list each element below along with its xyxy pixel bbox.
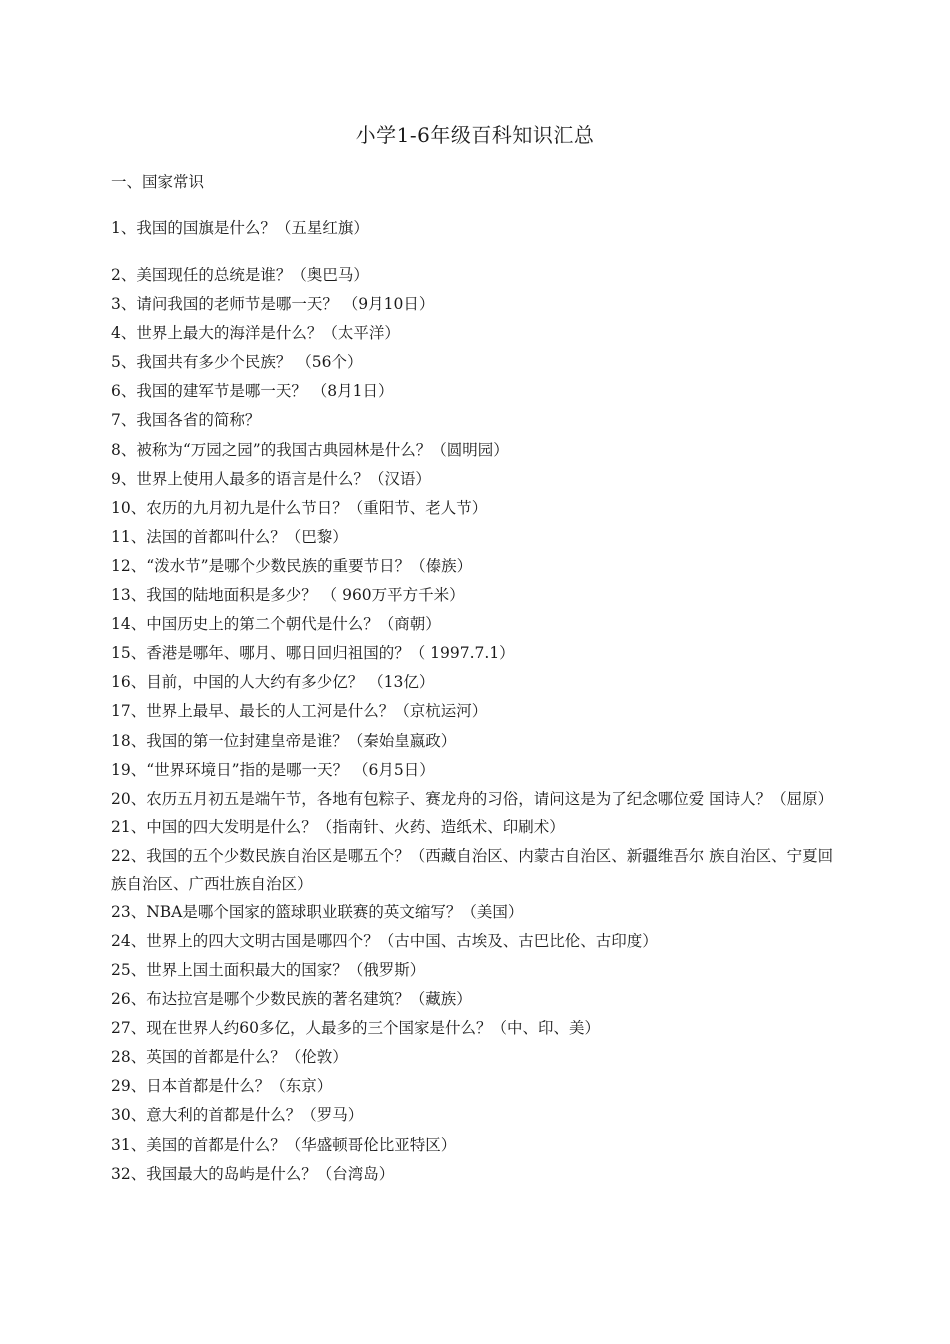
question-list (111, 261, 846, 1189)
question-item: 12、“泼水节”是哪个少数民族的重要节日？（傣族） (111, 556, 473, 575)
question-item: 21、中国的四大发明是什么？（指南针、火药、造纸术、印刷术） (111, 817, 565, 836)
question-item: 26、布达拉宫是哪个少数民族的著名建筑？（藏族） (111, 990, 472, 1009)
question-item: 6、我国的建军节是哪一天？ （8月1日） (111, 382, 394, 401)
question-item: 4、世界上最大的海洋是什么？（太平洋） (111, 324, 400, 343)
question-item: 27、现在世界人约60多亿，人最多的三个国家是什么？（中、印、美） (111, 1019, 600, 1038)
question-item: 28、英国的首都是什么？（伦敦） (111, 1048, 348, 1067)
question-item: 31、美国的首都是什么？（华盛顿哥伦比亚特区） (111, 1135, 457, 1154)
question-item: 9、世界上使用人最多的语言是什么？（汉语） (111, 469, 431, 488)
question-item: 15、香港是哪年、哪月、哪日回归祖国的？（ 1997.7.1） (111, 644, 515, 663)
question-item: 29、日本首都是什么？（东京） (111, 1077, 333, 1096)
question-item: 25、世界上国土面积最大的国家？（俄罗斯） (111, 960, 426, 979)
question-item: 8、被称为“万园之园”的我国古典园林是什么？（圆明园） (111, 440, 509, 459)
question-item: 5、我国共有多少个民族？ （56个） (111, 353, 363, 372)
question-item: 1、我国的国旗是什么？（五星红旗） (111, 219, 369, 237)
question-item: 30、意大利的首都是什么？（罗马） (111, 1106, 364, 1125)
question-item: 17、世界上最早、最长的人工河是什么？（京杭运河） (111, 702, 488, 721)
question-item: 22、我国的五个少数民族自治区是哪五个？（西藏自治区、内蒙古自治区、新疆维吾尔 族自治区、宁夏回族自治区、广西壮族自治区） (111, 846, 834, 893)
document-title: 小学1-6年级百科知识汇总 (355, 123, 595, 147)
question-item: 3、请问我国的老师节是哪一天？ （9月10日） (111, 295, 435, 314)
question-item: 24、世界上的四大文明古国是哪四个？（古中国、古埃及、古巴比伦、古印度） (111, 931, 658, 950)
question-item: 10、农历的九月初九是什么节日？（重阳节、老人节） (111, 498, 488, 517)
question-item: 11、法国的首都叫什么？（巴黎） (111, 527, 348, 546)
question-item: 23、NBA是哪个国家的篮球职业联赛的英文缩写？（美国） (111, 902, 524, 921)
question-item: 13、我国的陆地面积是多少？ （ 960万平方千米） (111, 586, 465, 605)
question-item: 7、我国各省的简称？ (111, 411, 261, 430)
question-item: 2、美国现任的总统是谁？（奥巴马） (111, 266, 369, 284)
question-item: 20、农历五月初五是端午节，各地有包粽子、赛龙舟的习俗，请问这是为了纪念哪位爱 国诗人？（屈原） (111, 789, 834, 808)
question-item: 14、中国历史上的第二个朝代是什么？（商朝） (111, 615, 441, 634)
question-item: 32、我国最大的岛屿是什么？（台湾岛） (111, 1164, 395, 1183)
question-item: 18、我国的第一位封建皇帝是谁？（秦始皇嬴政） (111, 731, 457, 750)
section-heading: 一、国家常识 (111, 173, 205, 191)
question-item: 16、目前，中国的人大约有多少亿？ （13亿） (111, 673, 435, 692)
question-item: 19、“世界环境日”指的是哪一天？ （6月5日） (111, 760, 435, 779)
